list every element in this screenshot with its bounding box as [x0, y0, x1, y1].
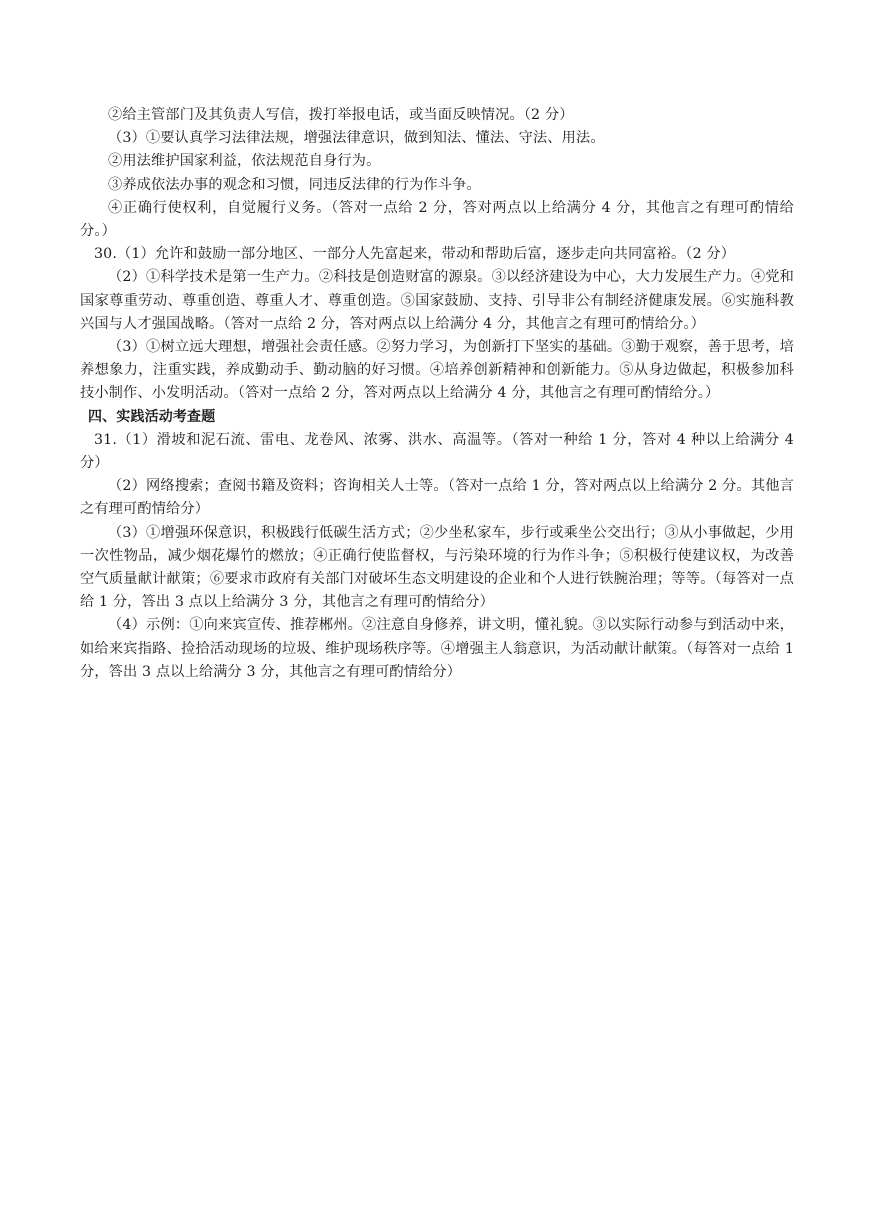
- answer-30-1: 30.（1）允许和鼓励一部分地区、一部分人先富起来，带动和帮助后富，逐步走向共同富裕。（2 分）: [94, 246, 736, 263]
- section-heading-practice: 四、实践活动考查题: [88, 408, 216, 425]
- answer-29-3-item3: ③养成依法办事的观念和习惯，同违反法律的行为作斗争。: [108, 176, 481, 193]
- answer-30-3: （3）①树立远大理想，增强社会责任感。②努力学习，为创新打下坚实的基础。③勤于观察，善于思考，培养想象力，注重实践，养成勤动手、勤动脑的好习惯。④培养创新精神和创新能力。⑤从身边做起，积极参加科技小制作、小发明活动。（答对一点给 2 分，答对两点以上给满分 4 分，其他言之有理可酌情给分。）: [80, 339, 794, 402]
- answer-31-4: （4）示例：①向来宾宣传、推荐郴州。②注意自身修养，讲文明，懂礼貌。③以实际行动参与到活动中来，如给来宾指路、捡拾活动现场的垃圾、维护现场秩序等。④增强主人翁意识，为活动献计献策。（每答对一点给 1 分，答出 3 点以上给满分 3 分，其他言之有理可酌情给分）: [80, 617, 794, 680]
- answer-29-3-item4: ④正确行使权利，自觉履行义务。（答对一点给 2 分，答对两点以上给满分 4 分，其他言之有理可酌情给分。）: [80, 199, 794, 240]
- document-page: [80, 104, 794, 684]
- answer-31-3: （3）①增强环保意识，积极践行低碳生活方式；②少坐私家车，步行或乘坐公交出行；③从小事做起，少用一次性物品，减少烟花爆竹的燃放；④正确行使监督权，与污染环境的行为作斗争；⑤积极行使建议权，为改善空气质量献计献策；⑥要求市政府有关部门对破坏生态文明建设的企业和个人进行铁腕治理；等等。（每答对一点给 1 分，答出 3 点以上给满分 3 分，其他言之有理可酌情给分）: [80, 524, 794, 611]
- answer-31-1: 31.（1）滑坡和泥石流、雷电、龙卷风、浓雾、洪水、高温等。（答对一种给 1 分，答对 4 种以上给满分 4 分）: [80, 431, 794, 472]
- answer-30-2: （2）①科学技术是第一生产力。②科技是创造财富的源泉。③以经济建设为中心，大力发展生产力。④党和国家尊重劳动、尊重创造、尊重人才、尊重创造。⑤国家鼓励、支持、引导非公有制经济健康发展。⑥实施科教兴国与人才强国战略。（答对一点给 2 分，答对两点以上给满分 4 分，其他言之有理可酌情给分。）: [80, 269, 794, 332]
- answer-31-2: （2）网络搜索；查阅书籍及资料；咨询相关人士等。（答对一点给 1 分，答对两点以上给满分 2 分。其他言之有理可酌情给分）: [80, 478, 794, 518]
- answer-29-3-item1: （3）①要认真学习法律法规，增强法律意识，做到知法、懂法、守法、用法。: [108, 130, 605, 147]
- answer-29-2-item2: ②给主管部门及其负责人写信，拨打举报电话，或当面反映情况。（2 分）: [108, 107, 574, 123]
- answer-29-3-item2: ②用法维护国家利益，依法规范自身行为。: [108, 153, 381, 170]
